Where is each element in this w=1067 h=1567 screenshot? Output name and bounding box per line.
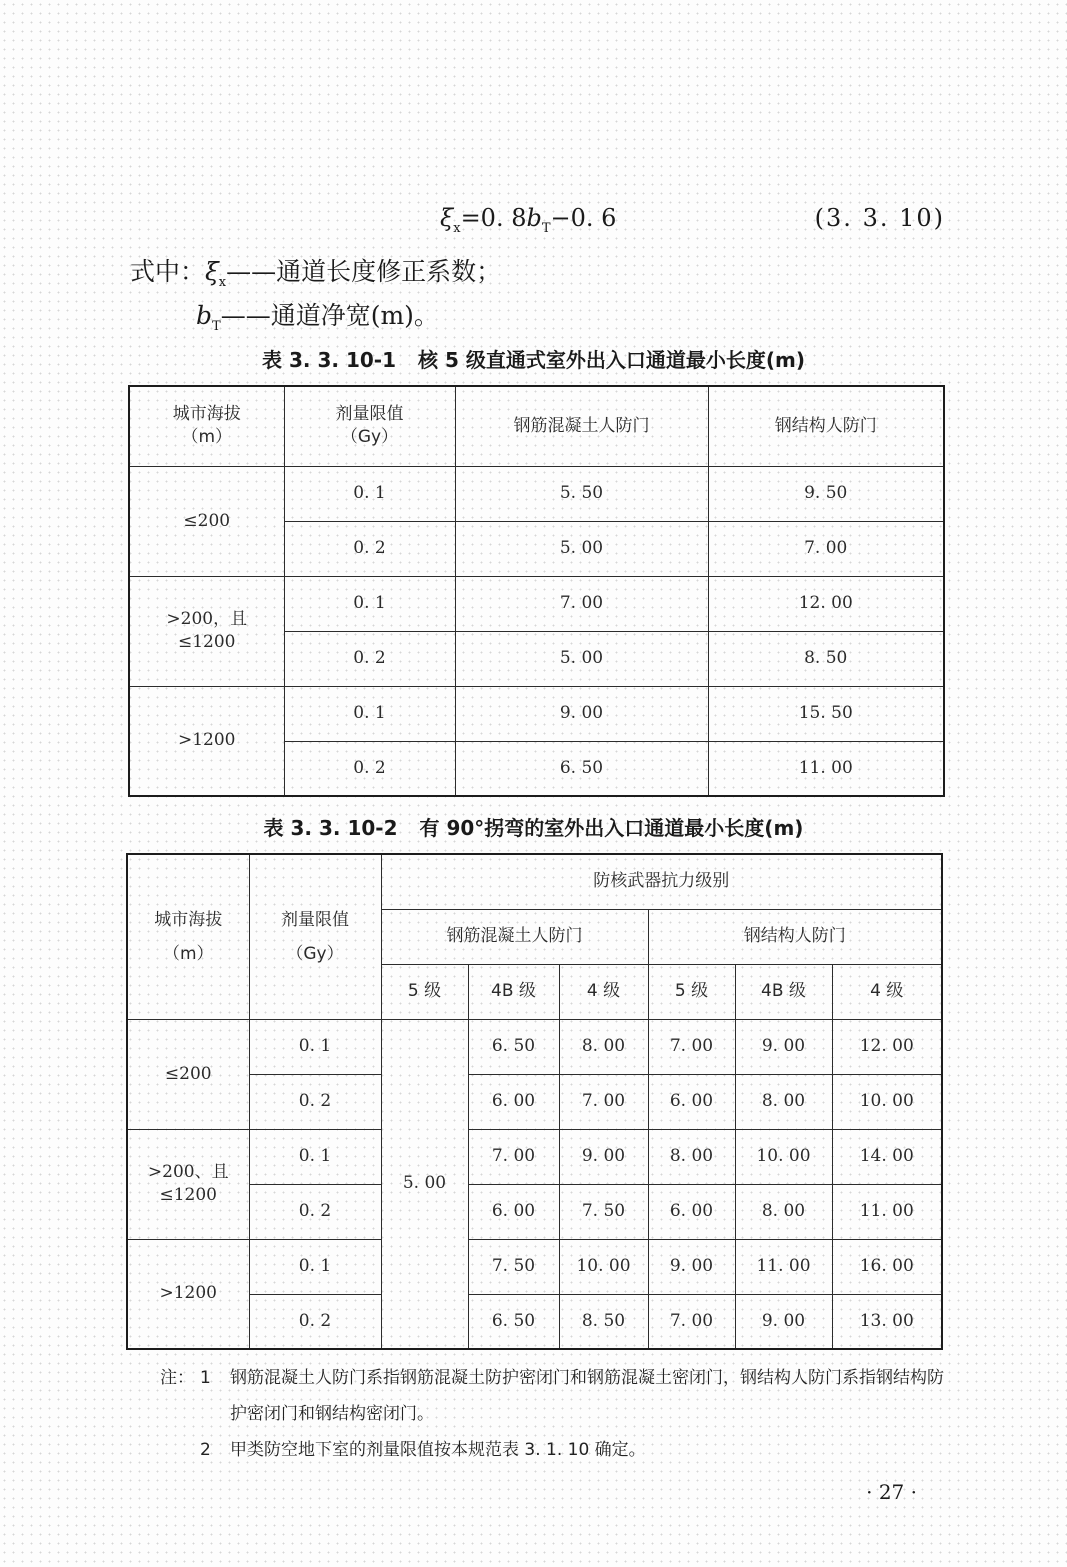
- table1-value-cell: 5. 00: [455, 631, 708, 686]
- table2-header-altitude: 城市海拔 （m）: [127, 854, 249, 1019]
- note-item: [160, 1432, 950, 1468]
- table2-header-resistance-level: 防核武器抗力级别: [381, 854, 942, 909]
- table2-value-cell: 9. 00: [559, 1129, 648, 1184]
- table1-header-steel-door: 钢结构人防门: [708, 386, 944, 466]
- table2-header-row-1: [127, 854, 942, 909]
- table1-dose-cell: 0. 1: [284, 686, 455, 741]
- xi-subscript: x: [453, 220, 461, 236]
- table1-value-cell: 7. 00: [455, 576, 708, 631]
- table2-value-cell: 8. 00: [735, 1184, 832, 1239]
- table1-altitude-cell: >200，且 ≤1200: [129, 576, 284, 686]
- table2-altitude-cell: >200、且 ≤1200: [127, 1129, 249, 1239]
- table2-value-cell: 10. 00: [832, 1074, 942, 1129]
- table1-altitude-cell: ≤200: [129, 466, 284, 576]
- table1-value-cell: 9. 50: [708, 466, 944, 521]
- table2-value-cell: 12. 00: [832, 1019, 942, 1074]
- note-number: 2: [200, 1440, 211, 1460]
- table2-dose-cell: 0. 2: [249, 1294, 381, 1349]
- where-xi-symbol: ξ: [205, 257, 219, 286]
- table2-value-cell: 11. 00: [832, 1184, 942, 1239]
- table2-value-cell: 9. 00: [735, 1294, 832, 1349]
- table-row: [127, 1294, 942, 1349]
- table1-header-dose: 剂量限值 （Gy）: [284, 386, 455, 466]
- table1-value-cell: 6. 50: [455, 741, 708, 796]
- table2-value-cell: 8. 00: [559, 1019, 648, 1074]
- table2-header-dose: 剂量限值 （Gy）: [249, 854, 381, 1019]
- table2-value-cell: 6. 00: [648, 1074, 735, 1129]
- page-number: · 27 ·: [866, 1480, 917, 1504]
- table2-value-cell: 10. 00: [559, 1239, 648, 1294]
- table1-value-cell: 7. 00: [708, 521, 944, 576]
- formula-coefficient: =0. 8: [460, 204, 527, 232]
- table2-subheader-concrete-5: 5 级: [381, 964, 468, 1019]
- formula-constant: −0. 6: [550, 204, 617, 232]
- where-xi-description: ——通道长度修正系数；: [226, 257, 502, 286]
- table2-dose-cell: 0. 1: [249, 1129, 381, 1184]
- table2-value-cell: 7. 00: [648, 1294, 735, 1349]
- table1-value-cell: 9. 00: [455, 686, 708, 741]
- table1-value-cell: 15. 50: [708, 686, 944, 741]
- table1-caption-title: 核 5 级直通式室外出入口通道最小长度(m): [418, 348, 805, 372]
- notes-label: 注：: [160, 1368, 194, 1388]
- table2-value-cell: 8. 00: [648, 1129, 735, 1184]
- where-prefix: 式中：: [130, 257, 206, 286]
- table2-value-cell: 11. 00: [735, 1239, 832, 1294]
- table2-altitude-cell: >1200: [127, 1239, 249, 1349]
- table2-subheader-steel-4: 4 级: [832, 964, 942, 1019]
- note-item: [160, 1360, 950, 1432]
- table2-value-cell: 16. 00: [832, 1239, 942, 1294]
- table2-value-cell: 7. 00: [648, 1019, 735, 1074]
- table2-value-cell: 8. 50: [559, 1294, 648, 1349]
- table-row: [127, 1184, 942, 1239]
- table1-dose-cell: 0. 2: [284, 741, 455, 796]
- table1-dose-cell: 0. 1: [284, 576, 455, 631]
- table2-value-cell: 9. 00: [648, 1239, 735, 1294]
- table2-merged-concrete-5-cell: 5. 00: [381, 1019, 468, 1349]
- table2-subheader-steel-5: 5 级: [648, 964, 735, 1019]
- table2-value-cell: 8. 00: [735, 1074, 832, 1129]
- table2-value-cell: 9. 00: [735, 1019, 832, 1074]
- table2-subheader-concrete-4: 4 级: [559, 964, 648, 1019]
- table2-value-cell: 14. 00: [832, 1129, 942, 1184]
- table2: [126, 853, 943, 1350]
- table-row: [127, 1019, 942, 1074]
- table-row: [129, 686, 944, 741]
- b-subscript: T: [541, 220, 551, 236]
- table2-caption: [0, 812, 1067, 841]
- where-b-line: [196, 296, 439, 334]
- xi-symbol: ξ: [440, 204, 454, 232]
- table2-value-cell: 6. 50: [468, 1294, 559, 1349]
- table2-dose-cell: 0. 2: [249, 1074, 381, 1129]
- note-text: 甲类防空地下室的剂量限值按本规范表 3. 1. 10 确定。: [230, 1440, 646, 1460]
- table1-value-cell: 8. 50: [708, 631, 944, 686]
- table2-subheader-steel-4b: 4B 级: [735, 964, 832, 1019]
- table1: [128, 385, 945, 797]
- where-b-symbol: b: [196, 301, 213, 330]
- table1-caption: [0, 344, 1067, 373]
- table2-caption-title: 有 90°拐弯的室外出入口通道最小长度(m): [419, 816, 804, 840]
- table-row: [127, 1074, 942, 1129]
- table1-header-concrete-door: 钢筋混凝土人防门: [455, 386, 708, 466]
- note-text: 钢筋混凝土人防门系指钢筋混凝土防护密闭门和钢筋混凝土密闭门，钢结构人防门系指钢结构防护密闭门和钢结构密闭门。: [230, 1368, 944, 1424]
- table-row: [129, 466, 944, 521]
- table2-caption-label: 表 3. 3. 10-2: [263, 816, 398, 840]
- table1-dose-cell: 0. 2: [284, 631, 455, 686]
- table-row: [127, 1129, 942, 1184]
- table-row: [129, 576, 944, 631]
- table2-dose-cell: 0. 2: [249, 1184, 381, 1239]
- where-b-description: ——通道净宽(m)。: [220, 301, 439, 330]
- table2-value-cell: 6. 00: [648, 1184, 735, 1239]
- table1-value-cell: 5. 50: [455, 466, 708, 521]
- table2-altitude-cell: ≤200: [127, 1019, 249, 1129]
- table-row: [127, 1239, 942, 1294]
- table1-header-row: [129, 386, 944, 466]
- table2-value-cell: 6. 50: [468, 1019, 559, 1074]
- table2-value-cell: 13. 00: [832, 1294, 942, 1349]
- table2-header-steel-door: 钢结构人防门: [648, 909, 942, 964]
- where-xi-subscript: x: [218, 275, 227, 290]
- where-b-subscript: T: [212, 319, 221, 334]
- note-number: 1: [200, 1368, 211, 1388]
- b-symbol: b: [526, 204, 542, 232]
- table1-altitude-cell: >1200: [129, 686, 284, 796]
- table2-subheader-concrete-4b: 4B 级: [468, 964, 559, 1019]
- table2-value-cell: 10. 00: [735, 1129, 832, 1184]
- table1-dose-cell: 0. 2: [284, 521, 455, 576]
- table1-value-cell: 11. 00: [708, 741, 944, 796]
- table1-dose-cell: 0. 1: [284, 466, 455, 521]
- table2-value-cell: 7. 50: [468, 1239, 559, 1294]
- table2-value-cell: 7. 50: [559, 1184, 648, 1239]
- table2-value-cell: 7. 00: [559, 1074, 648, 1129]
- table1-value-cell: 5. 00: [455, 521, 708, 576]
- table1-header-altitude: 城市海拔 （m）: [129, 386, 284, 466]
- table2-value-cell: 7. 00: [468, 1129, 559, 1184]
- formula-expression: [440, 204, 616, 236]
- table1-caption-label: 表 3. 3. 10-1: [262, 348, 396, 372]
- formula-3-3-10: [0, 204, 1067, 244]
- where-xi-line: [130, 252, 501, 290]
- table2-value-cell: 6. 00: [468, 1184, 559, 1239]
- formula-number: (3. 3. 10): [814, 204, 945, 232]
- table2-dose-cell: 0. 1: [249, 1019, 381, 1074]
- table2-value-cell: 6. 00: [468, 1074, 559, 1129]
- table1-value-cell: 12. 00: [708, 576, 944, 631]
- table2-dose-cell: 0. 1: [249, 1239, 381, 1294]
- table-notes: [160, 1360, 950, 1468]
- table2-header-concrete-door: 钢筋混凝土人防门: [381, 909, 648, 964]
